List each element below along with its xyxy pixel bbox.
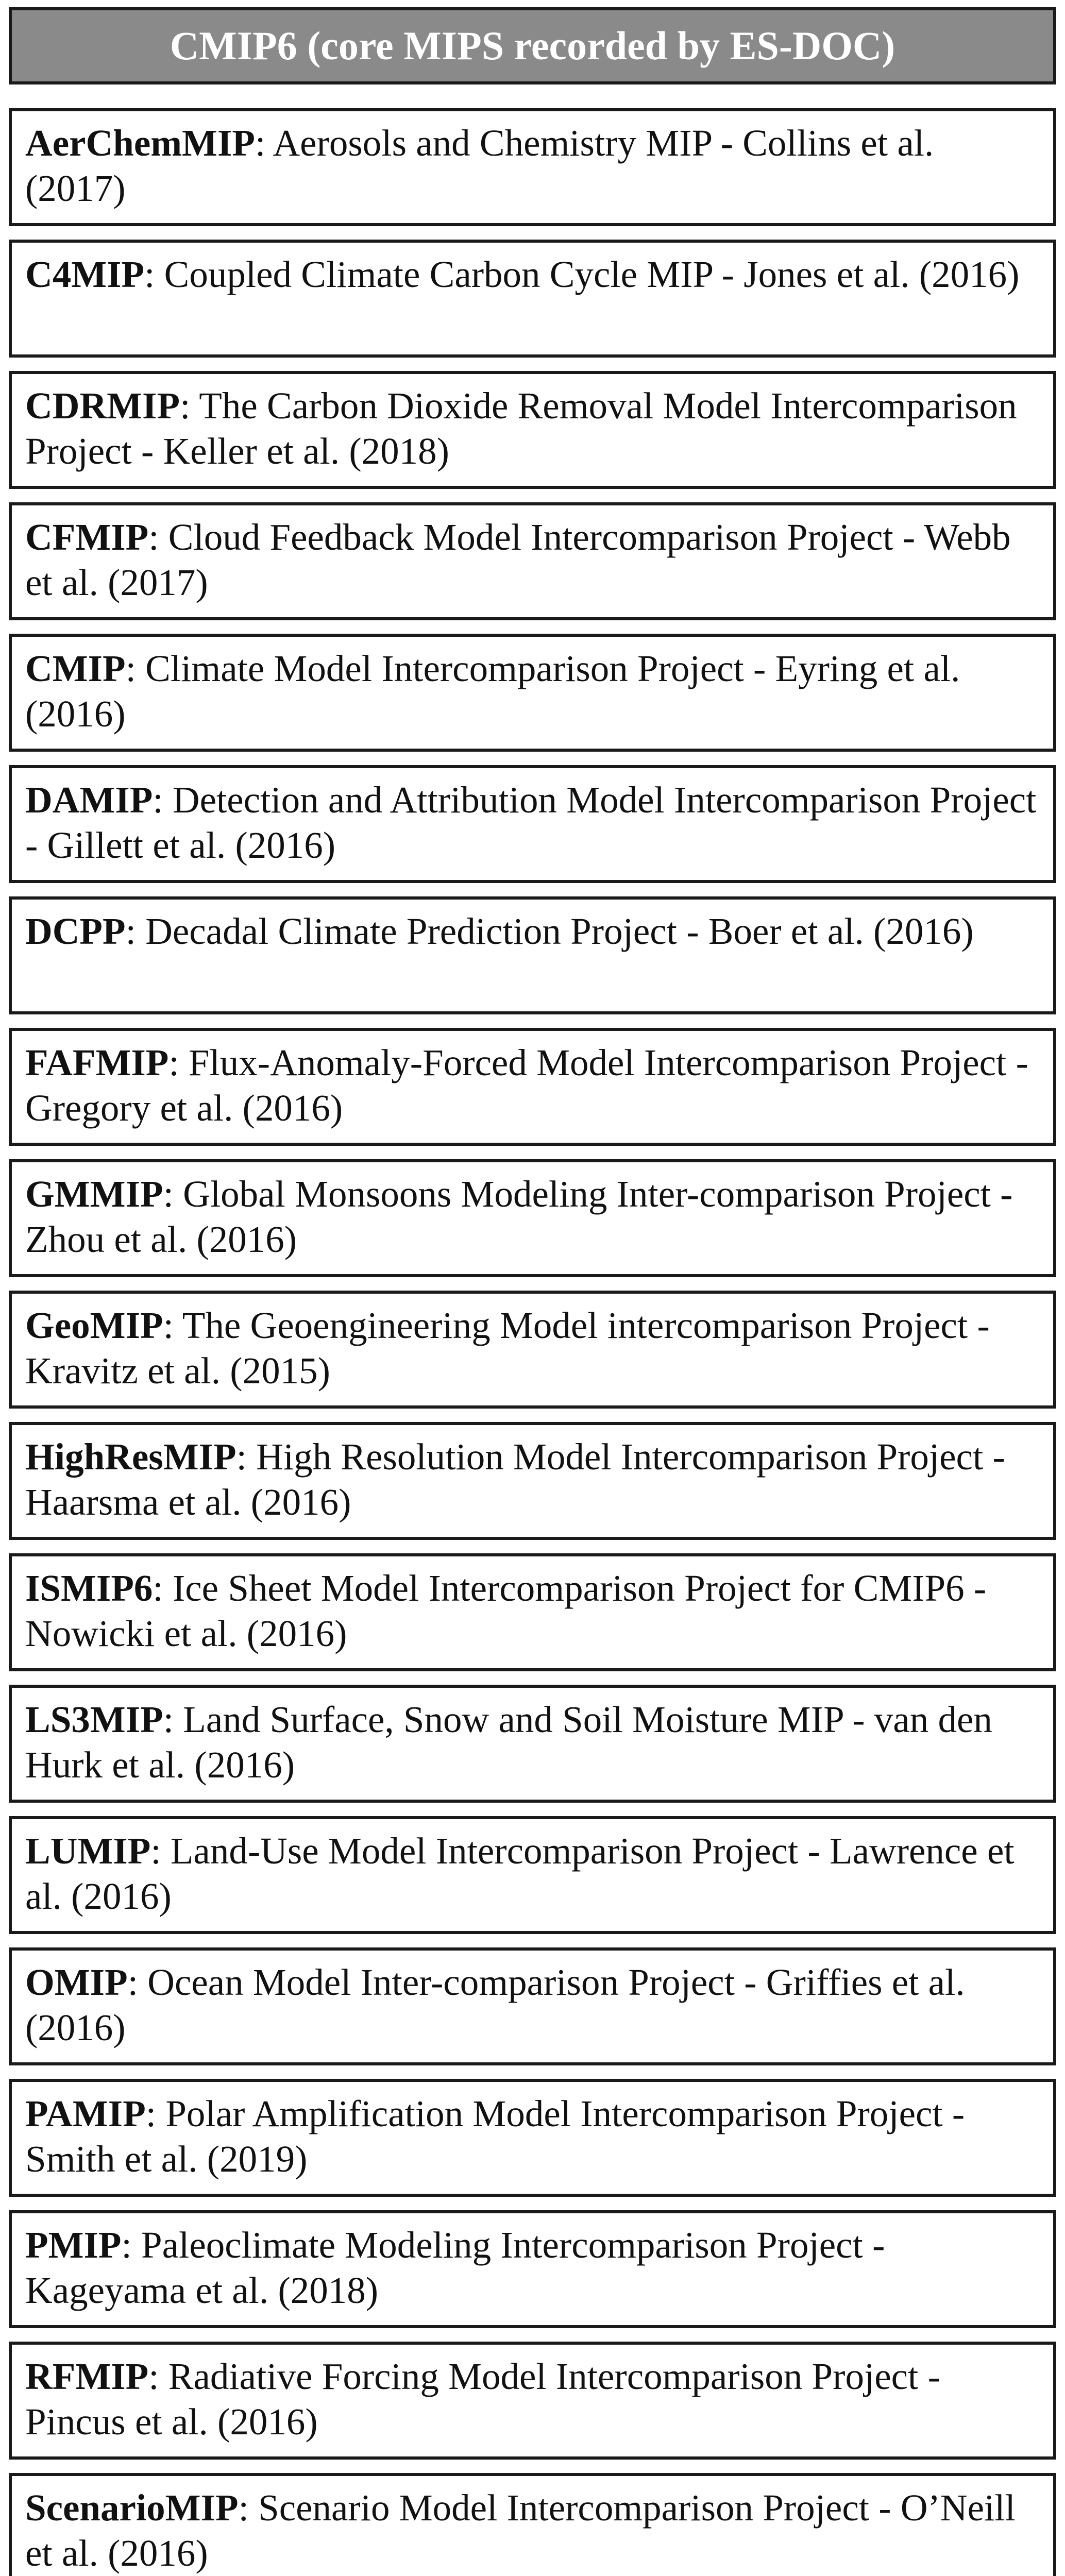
mip-box-cdrmip: [9, 371, 1056, 489]
mip-description: : Land Surface, Snow and Soil Moisture MIP - van den Hurk et al. (2016): [25, 1699, 992, 1786]
mip-box-pmip: [9, 2210, 1056, 2328]
mip-acronym: CMIP: [25, 648, 126, 689]
mip-description: : Flux-Anomaly-Forced Model Intercomparison Project - Gregory et al. (2016): [25, 1042, 1028, 1129]
mip-box-aerchemmip: [9, 108, 1056, 226]
header-box: [9, 7, 1056, 84]
mip-acronym: LUMIP: [25, 1830, 151, 1872]
mip-acronym: ISMIP6: [25, 1567, 153, 1609]
mip-description: : Paleoclimate Modeling Intercomparison Project - Kageyama et al. (2018): [25, 2224, 885, 2311]
cmip6-mip-list-panel: [9, 7, 1056, 2576]
mip-box-ismip6: [9, 1553, 1056, 1671]
mip-box-cmip: [9, 634, 1056, 752]
mip-acronym: PMIP: [25, 2224, 122, 2266]
mip-description: : Aerosols and Chemistry MIP - Collins et al. (2017): [25, 122, 934, 209]
mip-box-cfmip: [9, 502, 1056, 620]
mip-box-lumip: [9, 1816, 1056, 1934]
mip-box-omip: [9, 1947, 1056, 2065]
mip-description: : Climate Model Intercomparison Project - Eyring et al. (2016): [25, 648, 960, 735]
mip-description: : High Resolution Model Intercomparison Project - Haarsma et al. (2016): [25, 1436, 1005, 1523]
mip-acronym: C4MIP: [25, 253, 145, 295]
mip-acronym: GMMIP: [25, 1173, 163, 1215]
mip-acronym: GeoMIP: [25, 1304, 163, 1346]
mip-box-rfmip: [9, 2342, 1056, 2460]
mip-description: : Radiative Forcing Model Intercomparison Project - Pincus et al. (2016): [25, 2355, 940, 2443]
mip-acronym: ScenarioMIP: [25, 2487, 239, 2529]
mip-box-dcpp: [9, 896, 1056, 1014]
mip-acronym: DCPP: [25, 910, 126, 952]
mip-description: : Ice Sheet Model Intercomparison Project for CMIP6 - Nowicki et al. (2016): [25, 1567, 987, 1654]
mip-box-ls3mip: [9, 1685, 1056, 1803]
mip-acronym: DAMIP: [25, 779, 153, 821]
mip-acronym: CDRMIP: [25, 385, 180, 427]
mip-box-fafmip: [9, 1028, 1056, 1146]
mip-box-c4mip: [9, 240, 1056, 358]
mip-box-gmmip: [9, 1159, 1056, 1277]
mip-acronym: FAFMIP: [25, 1042, 169, 1083]
mip-description: : The Geoengineering Model intercomparison Project - Kravitz et al. (2015): [25, 1304, 990, 1392]
mip-description: : Global Monsoons Modeling Inter-comparison Project - Zhou et al. (2016): [25, 1173, 1013, 1260]
mip-description: : Land-Use Model Intercomparison Project - Lawrence et al. (2016): [25, 1830, 1015, 1917]
mip-acronym: AerChemMIP: [25, 122, 255, 164]
mip-description: : Ocean Model Inter-comparison Project - Griffies et al. (2016): [25, 1961, 965, 2048]
mip-box-highresmip: [9, 1422, 1056, 1540]
mip-acronym: HighResMIP: [25, 1436, 236, 1478]
mip-acronym: PAMIP: [25, 2093, 146, 2134]
mip-list: [9, 108, 1056, 2576]
mip-box-damip: [9, 765, 1056, 883]
mip-acronym: OMIP: [25, 1961, 128, 2003]
mip-box-scenariomip: [9, 2473, 1056, 2576]
mip-description: : The Carbon Dioxide Removal Model Intercomparison Project - Keller et al. (2018): [25, 385, 1017, 472]
mip-acronym: LS3MIP: [25, 1699, 163, 1740]
mip-description: : Polar Amplification Model Intercomparison Project - Smith et al. (2019): [25, 2093, 965, 2180]
header-title: CMIP6 (core MIPS recorded by ES-DOC): [170, 23, 895, 68]
mip-description: : Coupled Climate Carbon Cycle MIP - Jones et al. (2016): [144, 253, 1020, 295]
mip-description: : Cloud Feedback Model Intercomparison Project - Webb et al. (2017): [25, 516, 1011, 603]
mip-acronym: RFMIP: [25, 2355, 149, 2397]
mip-box-geomip: [9, 1291, 1056, 1409]
mip-acronym: CFMIP: [25, 516, 149, 558]
mip-box-pamip: [9, 2079, 1056, 2197]
mip-description: : Decadal Climate Prediction Project - Boer et al. (2016): [125, 910, 974, 952]
mip-description: : Detection and Attribution Model Intercomparison Project - Gillett et al. (2016): [25, 779, 1037, 866]
mip-description: : Scenario Model Intercomparison Project - O’Neill et al. (2016): [25, 2487, 1016, 2574]
